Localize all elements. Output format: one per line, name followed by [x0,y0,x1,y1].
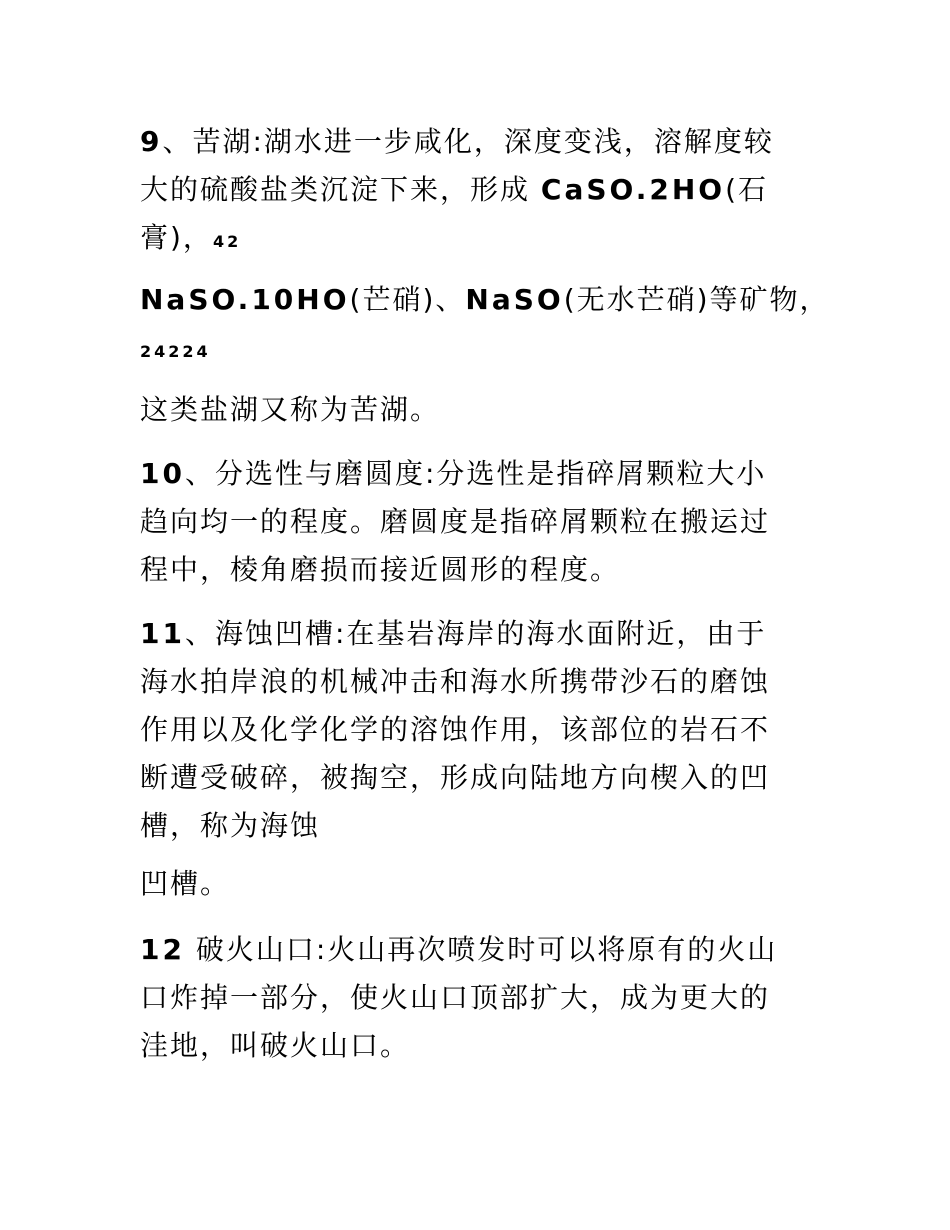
p9-line6: 这类盐湖又称为苦湖。 [140,393,441,426]
p9-formula-thenardite: NaSO [465,283,564,316]
p9-subscripts-line: 24224 [140,342,211,361]
p11-line1 [140,614,766,654]
p9-formula-mirabilite: NaSO.10HO [140,283,350,316]
p12-line2: 口炸掉一部分，使火山口顶部扩大，成为更大的 [140,981,771,1014]
p11-line2: 海水拍岸浪的机械冲击和海水所携带沙石的磨蚀 [140,665,771,698]
p9-text: 大的硫酸盐类沉淀下来，形成 [140,173,541,206]
p12-text: 破火山口:火山再次喷发时可以将原有的火山 [184,933,778,966]
p9-text: (石 [725,173,768,206]
p11-number: 11 [140,617,185,650]
p9-formula-gypsum: CaSO.2HO [540,173,726,206]
p9-subscripts: 42 [212,232,242,251]
p9-line4 [140,280,830,320]
p10-line2: 趋向均一的程度。磨圆度是指碎屑颗粒在搬运过 [140,505,771,538]
p9-text: 膏)， [140,221,213,254]
p12-line1 [140,930,777,970]
p9-line2 [140,170,768,210]
p9-text: (芒硝)、 [349,283,466,316]
p11-line6: 凹槽。 [140,867,231,900]
p11-line5: 槽，称为海蚀 [140,809,321,842]
p10-line3: 程中，棱角磨损而接近圆形的程度。 [140,553,621,586]
p11-line3: 作用以及化学化学的溶蚀作用，该部位的岩石不 [140,713,771,746]
p9-line3 [140,218,241,262]
p11-line4: 断遭受破碎，被掏空，形成向陆地方向楔入的凹 [140,761,771,794]
p9-number: 9 [140,125,163,158]
p12-line3: 洼地，叫破火山口。 [140,1029,411,1062]
p9-text: 、苦湖:湖水进一步咸化，深度变浅，溶解度较 [162,125,774,158]
p9-line1 [140,122,774,162]
p11-text: 、海蚀凹槽:在基岩海岸的海水面附近，由于 [184,617,767,650]
p10-line1 [140,454,766,494]
p9-text: (无水芒硝)等矿物， [563,283,830,316]
p10-text: 、分选性与磨圆度:分选性是指碎屑颗粒大小 [184,457,767,490]
p12-number: 12 [140,933,185,966]
p10-number: 10 [140,457,185,490]
